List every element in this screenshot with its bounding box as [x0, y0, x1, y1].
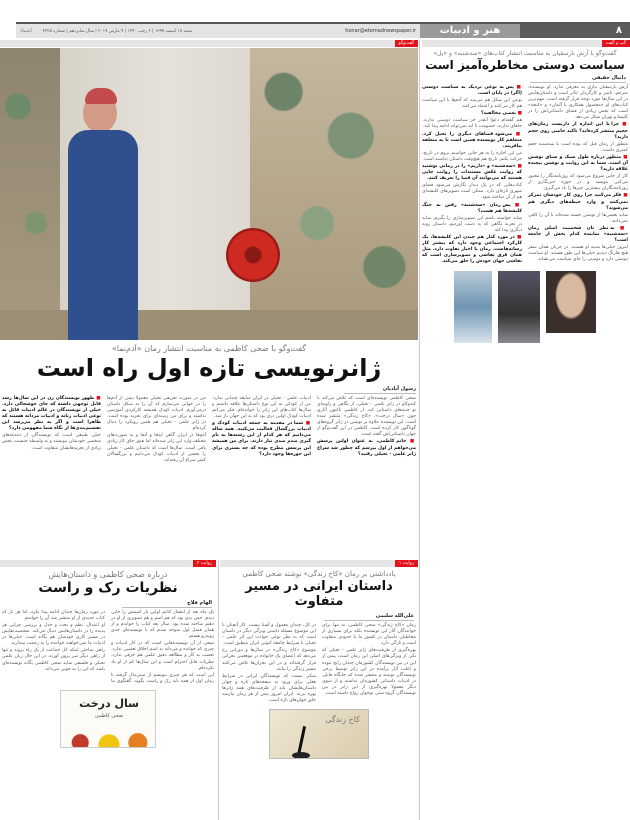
- right-story-images: [422, 271, 628, 343]
- page-header: [16, 22, 630, 38]
- bottom-middle-tag: روایت ۱: [395, 560, 418, 567]
- body-paragraph: او اعتدال، نظم و بحث و جدل و بررسی چرایی هر پدیده را در داستان‌هایش دنبال می‌کند. شخصیت‌هایش در مسیر کاری خودشان هم یگانه است. خیلی‌ها در ادبیات ما نمی‌خواهند خواننده را به زحمت بیندازند.: [2, 622, 105, 647]
- newspaper-logo: اعتماد: [20, 28, 33, 34]
- section-email[interactable]: honar@etemadnewspaper.ir: [345, 28, 416, 34]
- bottom-left-tag: روایت ۲: [193, 560, 216, 567]
- bottom-left-images: [2, 690, 214, 748]
- body-paragraph: من این اجازه را به هر جایی خواستم بروم در تاریخ، حرکت بکنم. تاریخ هم هیچ‌وقت داستان نداشته است.: [422, 150, 522, 162]
- header-info: [20, 24, 416, 38]
- main-story-photo: [0, 48, 418, 340]
- body-paragraph: نوعی این شکل هم می‌بیند که آدم‌ها با این سیاست هم کار می‌کنند و اعتماد می‌کنند.: [422, 98, 522, 110]
- page-number: ۸: [520, 24, 630, 38]
- bottom-left-body: [2, 610, 214, 685]
- body-paragraph: ادبیات علمی - تخیلی در ایران سابقه چندانی ندارد. من از کودکی به این نوع داستان‌ها علاقه داشتم و سال‌ها کتاب‌های این ژانر را خوانده‌ام. فکر می‌کنم ادبیات کودک اولین دری بود که به این جهان باز شد.: [212, 395, 311, 420]
- body-paragraph: موضوع «کاخ زندگی» در سال‌ها و دورانی رخ می‌دهد که اعضای یک خانواده در موقعیتی بحرانی قرار گرفته‌اند و در این بحران‌ها تلاش می‌کنند مسیر زندگی را بیابند.: [222, 648, 316, 672]
- main-story-body: [0, 396, 418, 464]
- interview-question: ■ در مورد کنار هم چیدن این کلیشه‌ها، یک کارکرد اجتماعی وجود دارد که بیشتر کار رسانه‌هاست. رمان یا اخبار تفاوت دارد. مثل همان فرق نقاشی و تصویرسازی است که نقاشی جهان خودش را خلق می‌کند.: [422, 235, 522, 265]
- author-name: دانیال حقیقی: [530, 75, 626, 83]
- interview-question: ■ پس به نوعی نزدیک به سیاست دوستی (اگر) در پایان است.: [422, 85, 522, 97]
- main-story-byline: [344, 386, 416, 394]
- interview-question: ■ فکر می‌کنید چرا روی کار خودشان تمرکز نمی‌کنند و وارد حیطه‌های دیگری هم می‌شوند؟: [528, 193, 628, 211]
- book-author: ضحی کاظمی: [94, 712, 124, 719]
- body-paragraph: در کل، چندان معمول و آشنا نیست. کار آنچنان با این موضوع مسئله داشتن ویژگی دیگر در داستان است که به نظر نوعی حوادث این اثر علمی - تخیلی با شرایط جامعه کنونی ایران منطبق است.: [222, 622, 316, 647]
- interview-question: ■ به نظر تان شخصیت اصلی رمان «سه‌شنبه» نماینده کدام بخش از جامعه است؟: [528, 226, 628, 244]
- bottom-middle-kicker: یادداشتی بر رمان «کاخ زندگی» نوشته ضحی کاظمی: [242, 570, 396, 578]
- interview-question: ■ شما در مقدمه به جمعه ادبیات کودک و ادبیات بزرگسال فعالیت می‌کنید. همه ساله می‌دانیم که هر کدام از این رشته‌ها به نام گیری صدم صدی نیاز دارند. برای من همیشه این پرسش مطرح بوده که چه بستری برای این حوزه‌ها وجود دارد؟: [212, 421, 311, 458]
- main-story: [0, 344, 418, 464]
- right-story-kicker: گفت‌وگو با آرش بارسقیان به مناسبت انتشار کتاب‌های «سه‌شنبه» و «پل»: [433, 50, 617, 57]
- bottom-middle-tagbar: [220, 560, 418, 567]
- body-paragraph: آدم‌ها در ایران گاهی اینجا و آنجا و به صورت‌های مختلف وارد این ژانر شده‌اند اما هنوز جای کار زیادی باقی است. سال‌ها است که داستان علمی - تخیلی را بخشی از ادبیات کودک می‌دانیم و بزرگسالان کمتر سراغ آن رفته‌اند.: [107, 433, 206, 463]
- book-cover-pol: [498, 271, 540, 343]
- author-name: رسول آبادیان: [344, 386, 416, 394]
- author-name: الهام فلاح: [122, 600, 212, 608]
- main-story-kicker: گفت‌وگو با ضحی کاظمی به مناسبت انتشار رمان «آدم‌نما»: [111, 344, 307, 353]
- right-story-tag: گپ و گفت: [602, 40, 630, 47]
- book-title: سال درخت: [79, 696, 139, 710]
- bottom-middle-story: [222, 570, 416, 759]
- section-title: هنر و ادبیات: [420, 24, 520, 38]
- bottom-middle-images: [222, 709, 416, 759]
- right-story-tagbar: [422, 40, 630, 47]
- interview-question: ■ منظور درباره طول سبک و سیاق نوشتن آن است. شما به این روایت و نوشتن پیچیده علاقه دارید؟: [528, 155, 628, 173]
- book-cover-kakh-zendegi: [269, 709, 369, 759]
- body-paragraph: کار از جایی شروع می‌شود که روزنامه‌نگار را مجبور می‌کنی بنویسد و در حوزه خبرنگاری از روزنامه‌نگاران بیشترین چیزها را یاد می‌گیری.: [528, 174, 628, 192]
- interview-question: ■ می‌شود فضاهای دیگری را تخیل کرد. متعلقم کار نویسنده همین است تا به متعلقه بیافریند.: [422, 132, 522, 150]
- bottom-left-byline: [122, 600, 212, 608]
- bottom-left-kicker: درباره ضحی کاظمی و داستان‌هایش: [48, 570, 168, 579]
- hose-reel: [226, 228, 280, 282]
- body-paragraph: ضحی از آن نویسنده‌هایی است که در کار ادبیات و چیزی که خوانده و می‌داند به اسم اخلاق تعصبی ندارد. تعصب به کار و مطالعه دقیق علمی هم حرفی ندارد. نظریات قابل احترام است و این سال‌ها کم از او یاد نکرده‌ام.: [111, 641, 214, 671]
- body-paragraph: خیلی طبیعی است که نویسندگان از دغدغه‌های شخصی خودشان بنویسند و به واسطه جنسیت بخش زیادی از تجربه‌هایشان متفاوت است.: [2, 433, 101, 451]
- interview-question: ■ چرا تا این اندازه از داریست رمان‌های حجیم منتشر کرده‌اید؟ تاکید خاصی روی حجم دارید؟: [528, 122, 628, 140]
- bottom-left-tagbar: [0, 560, 216, 567]
- bottom-left-headline: نظریات رک و راست: [38, 580, 178, 596]
- body-paragraph: رمان «کاخ زندگی» ضحی کاظمی، نه تنها برای خوانندگان آثار این نویسنده بلکه برای بسیاری از مخاطبان داستان در کشور ما با حدودی متفاوت است و تازگی دارد.: [322, 622, 416, 647]
- bottom-middle-headline: داستان ایرانی در مسیر متفاوت: [245, 578, 393, 610]
- main-story-tag: گفت‌وگو: [395, 40, 418, 47]
- right-story-byline: [530, 75, 626, 83]
- book-cover-sal-derakht: [60, 690, 156, 748]
- author-name: علی‌الله سلیمی: [324, 613, 414, 621]
- body-paragraph: من در صورت تعریفی تخیلی معمولا تیمی از آدم‌ها را در جهانی می‌سازم که آن را به شکل داستان درمی‌آورم. ادبیات کودک همیشه کارکردی آموزشی نداشته و برای من زمینه‌ای برای تجربه بوده است. در ژانر علمی - تخیلی هم همین رویکرد را دنبال کرده‌ام.: [107, 395, 206, 432]
- body-paragraph: منظور از رمان قبل که بوده است با سه‌شنبه حجم کمتری داشت.: [528, 141, 628, 153]
- interview-question: ■ خانم کاظمی، به عنوان اولین پرسش می‌خواهم از اول بپرسم که چطور شد سراغ ژانر علمی - تخیلی رفتید؟: [317, 439, 416, 457]
- body-paragraph: شاید خواسته باشم این تصویرسازی را بگیرم. شاید در تجربه نگاهی که به دست آوردیم، داستان روند دیگری پیدا کند.: [422, 215, 522, 233]
- body-paragraph: راهی ساختن اینکه کل جماعت از یک راه بروند و تنها از راهی دیگر سر برون آورند. در این حال زبان علمی تخیلی و فلسفی شاید ضحی کاظمی یگانه نویسنده‌ای باشد که این را به خوبی می‌داند.: [2, 648, 105, 672]
- book-title: کاخ زندگی: [325, 715, 360, 725]
- bottom-middle-byline: [324, 613, 414, 621]
- right-story: [422, 50, 628, 343]
- body-paragraph: بهره‌گیری از ظرفیت‌های ژانر علمی - تخیلی که یکی از ویژگی‌های اصلی این رمان است، پیش از این در بین نویسندگان کشورمان چندان رایج نبوده و اغلب آثار برآمده در این ژانر توسط برخی نویسندگان نوشته و منتشر شده که جایگاه قابلی در ادبیات داستانی کشورمان نداشته و از سوی دیگر معمولا بهره‌گیری از این ژانر در بین نویسندگان گروه سنی نوجوان رواج داشته است.: [322, 648, 416, 696]
- interview-question: ■ بعضی مخالفید؟: [422, 111, 522, 117]
- body-paragraph: شاید بعضی‌ها از نوشتن خسته شده‌اند یا آن را کافی نمی‌دانند.: [528, 212, 628, 224]
- issue-date: شنبه ۱۸ اسفند ۱۳۹۷ | ۲ رجب ۱۴۴۰ | ۹ مارس ۲۰۱۹ | سال شانزدهم | شماره ۴۳۲۵: [42, 28, 192, 34]
- body-paragraph: شکی نیست که نویسندگان ایرانی در شرایط فعلی برای ورود به صفحه‌های تازه و جهان داستان‌هایشان باید از ظرفیت‌های همه ژانرها بهره ببرند. ایران امروز بیش از هر زمان نیازمند خلق جهان‌های تازه است.: [222, 673, 316, 704]
- main-story-tagbar: [0, 40, 418, 47]
- interview-question: ■ ظهور نویسندگان زن در این سال‌ها رشد قابل توجهی داشته که جای خوشحالی دارد. خیلی از نویسندگان در عالم ادبیات قائل به نوعی ادبیات زنانه و ادبیات مردانه هستند که ظاهرا است و اگر به نظر می‌رسد این تقسیم‌بندی‌ها از نگاه شما مفهومی دارد؟: [2, 396, 101, 433]
- main-story-headline: ژانرنویسی تازه اول راه است: [36, 354, 382, 382]
- body-paragraph: آرش بارسقیان نیازی به معرفی ندارد. او نویسنده، مترجم، ناشر و کارگردان تئاتر است و داستان‌هایش در این سال‌ها مورد توجه قرار گرفته است. مهم‌ترین کتاب‌های او «محصول همکاری با آلمان» و «کنجه» است که بخش زیادی از فضای داستانی‌اش را در کلیسا و تهران شکل می‌دهد.: [528, 84, 628, 121]
- body-paragraph: یک ماه بعد از انتشار کتابم اولین بار اسمش را جایی دیدم. حس بدی بود که هم اسم و هم تصویری از او در ذهنم ساخته شده بود. سال بعد کتاب را خواندم و از همان فصل اول متوجه شدم که با نویسنده‌ای جدی روبه‌رو هستم.: [111, 609, 214, 640]
- interview-question: ■ پس رمان «سه‌شنبه» رفتن به جنگ کلیشه‌ها هم هست؟: [422, 203, 522, 215]
- interviewee-photo: [546, 271, 596, 333]
- right-story-headline: سیاست دوستی مخاطره‌آمیز است: [425, 57, 625, 72]
- bottom-left-story: [2, 570, 214, 748]
- body-paragraph: کتاب‌هایی که در یک دیدار نگارش می‌شود فضای شهری تازه‌ای دارد. ممکن است تصویرهای کلیشه‌ای هم از آن ساخته شود.: [422, 183, 522, 201]
- right-story-body: [422, 85, 628, 266]
- body-paragraph: هم گفته‌ام دعوا آنقدر جز سیاست دوستی ندارند. جاهای ندارند، خصومت تا ابد نمی‌تواند ادامه پیدا کند.: [422, 118, 522, 130]
- body-paragraph: این است که هر چیزی بنویسم از مینی‌مال گرفته تا رمان اول از همه باید رک و راست بگوید. گفتگوی ما در مورد رمان‌ها چندان ادامه پیدا نکرد، اما هر بار که کتاب جدیدی از او منتشر شد آن را خواندم.: [2, 609, 214, 684]
- body-paragraph: امروز خیلی‌ها شبیه او هستند. در جریان همان سفر هیچ هارنگ دیدیم خیلی‌ها این طور هستند. او سیاست دوستی دارد و دوستی را جای سیاست می‌نشاند.: [528, 245, 628, 263]
- interview-question: ■ «سه‌شنبه» و «داریم» را در زمانی نوشتید که روایت عکس مستندات را روایت جایی هستند که می‌توانند آن فضا را تعریف کنند.: [422, 164, 522, 182]
- bottom-middle-body: [222, 623, 416, 704]
- body-paragraph: ضحی کاظمی نویسنده‌ای است که تلاش می‌کند با کندوکاو در ژانر علمی - تخیلی، از نگاهی و زاویه‌ای نو جنبه‌های داستانی کند. از کاظمی تاکنون آثاری چون «سال درخت»، «کاخ زندگی» منتشر شده است. این نویسنده علاوه بر نوشتن در ژانر گروه‌های گوناگون کار کرده است. کاظمی در این گفت‌وگو از جهان داستانی‌اش گفته است.: [317, 395, 416, 438]
- book-cover-seshanbe: [454, 271, 492, 343]
